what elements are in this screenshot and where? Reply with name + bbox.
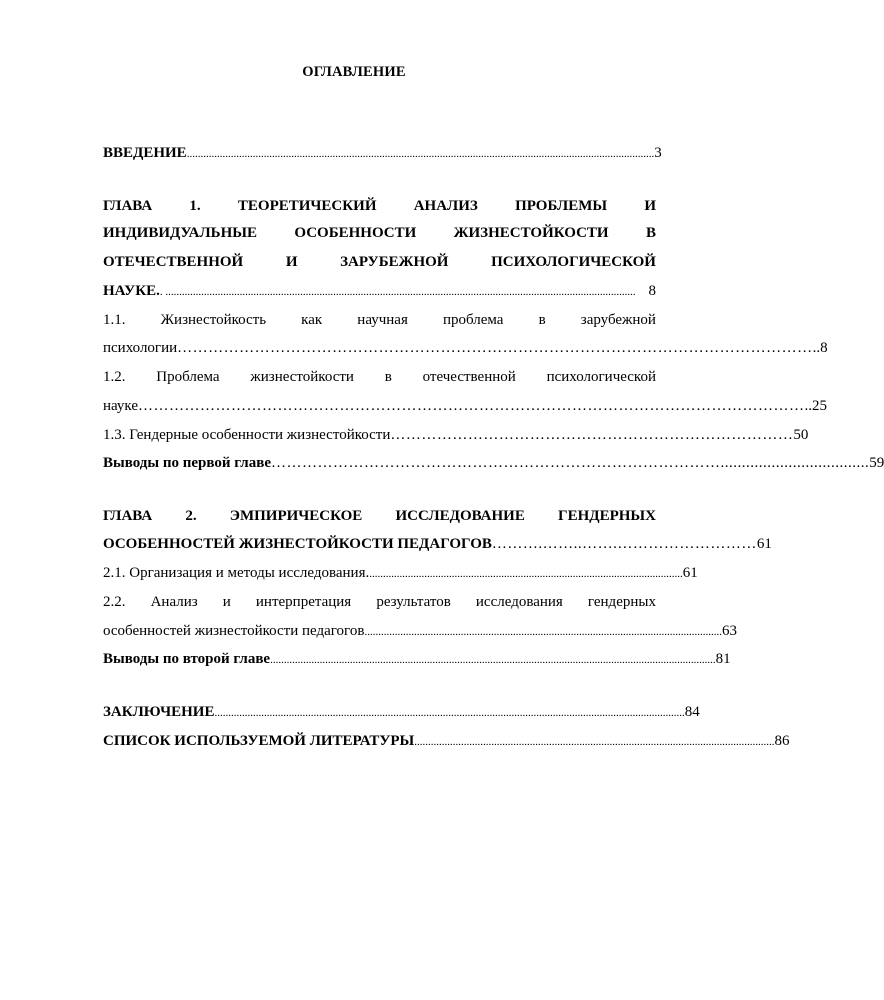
- word: ИНДИВИДУАЛЬНЫЕ: [103, 225, 257, 241]
- word: зарубежной: [580, 312, 656, 328]
- toc-page-number: 86: [774, 733, 790, 749]
- word: ОТЕЧЕСТВЕННОЙ: [103, 254, 244, 270]
- word: ЭМПИРИЧЕСКОЕ: [229, 508, 363, 524]
- toc-leader-dots: ……….……..…….………………………: [491, 536, 757, 552]
- word: интерпретация: [255, 594, 352, 610]
- toc-entry-label: СПИСОК ИСПОЛЬЗУЕМОЙ ЛИТЕРАТУРЫ: [103, 733, 415, 749]
- toc-entry-label: 2.1. Организация и методы исследования.: [103, 565, 370, 581]
- word: ЖИЗНЕСТОЙКОСТИ: [453, 225, 609, 241]
- word: Жизнестойкость: [160, 312, 267, 328]
- word: АНАЛИЗ: [413, 198, 478, 214]
- toc-chapter-1-title-line-3[interactable]: [103, 251, 656, 273]
- word: ПРОБЛЕМЫ: [515, 198, 608, 214]
- toc-entry-label: особенностей жизнестойкости педагогов: [103, 623, 365, 639]
- toc-leader-dots: ..................................................................................................................................: [364, 626, 722, 638]
- word: 2.2.: [103, 594, 126, 610]
- toc-leader-dots: ……………………………………………………………………………...................................: [270, 455, 870, 471]
- word: ПСИХОЛОГИЧЕСКОЙ: [491, 254, 656, 270]
- toc-section-1-2-line-2[interactable]: [103, 395, 827, 417]
- word: проблема: [442, 312, 504, 328]
- toc-entry-label: ВВЕДЕНИЕ: [103, 145, 187, 161]
- word: Проблема: [156, 369, 220, 385]
- word: 2.: [185, 508, 197, 524]
- word: 1.1.: [103, 312, 126, 328]
- toc-entry-introduction[interactable]: [103, 142, 662, 164]
- toc-section-1-1-line-1[interactable]: [103, 309, 656, 331]
- toc-entry-label: ЗАКЛЮЧЕНИЕ: [103, 704, 215, 720]
- toc-chapter-2-title-line-2[interactable]: [103, 533, 772, 555]
- toc-chapter-2-title-line-1[interactable]: [103, 505, 656, 527]
- word: ГЕНДЕРНЫХ: [558, 508, 656, 524]
- toc-page-number: 61: [682, 565, 698, 581]
- word: ИССЛЕДОВАНИЕ: [395, 508, 525, 524]
- word: результатов: [376, 594, 451, 610]
- toc-leader-dots: ……………………………………………………………………………………………………………: [177, 340, 813, 356]
- word: ГЛАВА: [103, 198, 153, 214]
- toc-entry-label: психологии: [103, 340, 178, 356]
- toc-entry-conclusion[interactable]: [103, 701, 700, 723]
- toc-page-number: 8: [648, 283, 656, 299]
- word: как: [301, 312, 323, 328]
- toc-section-1-3[interactable]: [103, 424, 809, 446]
- toc-section-1-2-line-1[interactable]: [103, 366, 656, 388]
- word: научная: [357, 312, 408, 328]
- toc-page-number: 84: [684, 704, 700, 720]
- toc-leader-dots: . ...........................................................................................................................................................................: [159, 286, 636, 298]
- word: ТЕОРЕТИЧЕСКИЙ: [237, 198, 377, 214]
- word: Анализ: [150, 594, 198, 610]
- toc-entry-label: ОСОБЕННОСТЕЙ ЖИЗНЕСТОЙКОСТИ ПЕДАГОГОВ: [103, 536, 492, 552]
- toc-leader-dots: …………………………………………………………………………………………………………………: [138, 398, 805, 414]
- toc-page-number: 3: [654, 145, 662, 161]
- toc-entry-label: Выводы по первой главе: [103, 455, 271, 471]
- word: жизнестойкости: [250, 369, 354, 385]
- word: отечественной: [422, 369, 516, 385]
- toc-page-number: 63: [721, 623, 737, 639]
- toc-entry-label: НАУКЕ.: [103, 283, 160, 299]
- toc-page-number: 59: [869, 455, 884, 471]
- word: 1.2.: [103, 369, 126, 385]
- toc-chapter-1-title-line-4[interactable]: [103, 280, 656, 302]
- word: И: [285, 254, 298, 270]
- toc-entry-label: 1.3. Гендерные особенности жизнестойкости: [103, 427, 391, 443]
- word: и: [222, 594, 231, 610]
- toc-leader-dots: ..........................................................................................................................................................................: [186, 148, 655, 160]
- toc-heading: ОГЛАВЛЕНИЕ: [302, 64, 406, 80]
- toc-page-number: 50: [793, 427, 809, 443]
- word: В: [645, 225, 656, 241]
- toc-leader-dots: ……………………………………………………………………: [390, 427, 794, 443]
- word: ОСОБЕННОСТИ: [294, 225, 417, 241]
- toc-page-number: 61: [756, 536, 772, 552]
- toc-section-2-2-line-1[interactable]: [103, 591, 656, 613]
- toc-leader-dots: ..................................................................................................................................................................: [270, 654, 716, 666]
- toc-section-1-1-line-2[interactable]: [103, 337, 828, 359]
- word: психологической: [546, 369, 656, 385]
- word: в: [538, 312, 546, 328]
- toc-chapter-1-title-line-1[interactable]: [103, 195, 656, 217]
- toc-entry-references[interactable]: [103, 730, 790, 752]
- toc-entry-label: Выводы по второй главе: [103, 651, 271, 667]
- word: ЗАРУБЕЖНОЙ: [340, 254, 449, 270]
- toc-chapter-2-conclusions[interactable]: [103, 648, 731, 670]
- toc-section-2-1[interactable]: [103, 562, 698, 584]
- toc-page-number: ..25: [804, 398, 827, 414]
- word: исследования: [475, 594, 563, 610]
- toc-entry-label: науке: [103, 398, 138, 414]
- toc-page-number: ..8: [812, 340, 828, 356]
- toc-leader-dots: ...................................................................................................................................: [414, 736, 775, 748]
- word: ГЛАВА: [103, 508, 153, 524]
- word: гендерных: [587, 594, 656, 610]
- word: И: [644, 198, 656, 214]
- word: 1.: [189, 198, 201, 214]
- toc-leader-dots: ..................................................................................................................: [369, 568, 683, 580]
- toc-leader-dots: ...........................................................................................................................................................................: [214, 707, 685, 719]
- toc-section-2-2-line-2[interactable]: [103, 620, 737, 642]
- toc-chapter-1-title-line-2[interactable]: [103, 222, 656, 244]
- word: в: [384, 369, 392, 385]
- toc-chapter-1-conclusions[interactable]: [103, 452, 884, 474]
- toc-page-number: 81: [715, 651, 731, 667]
